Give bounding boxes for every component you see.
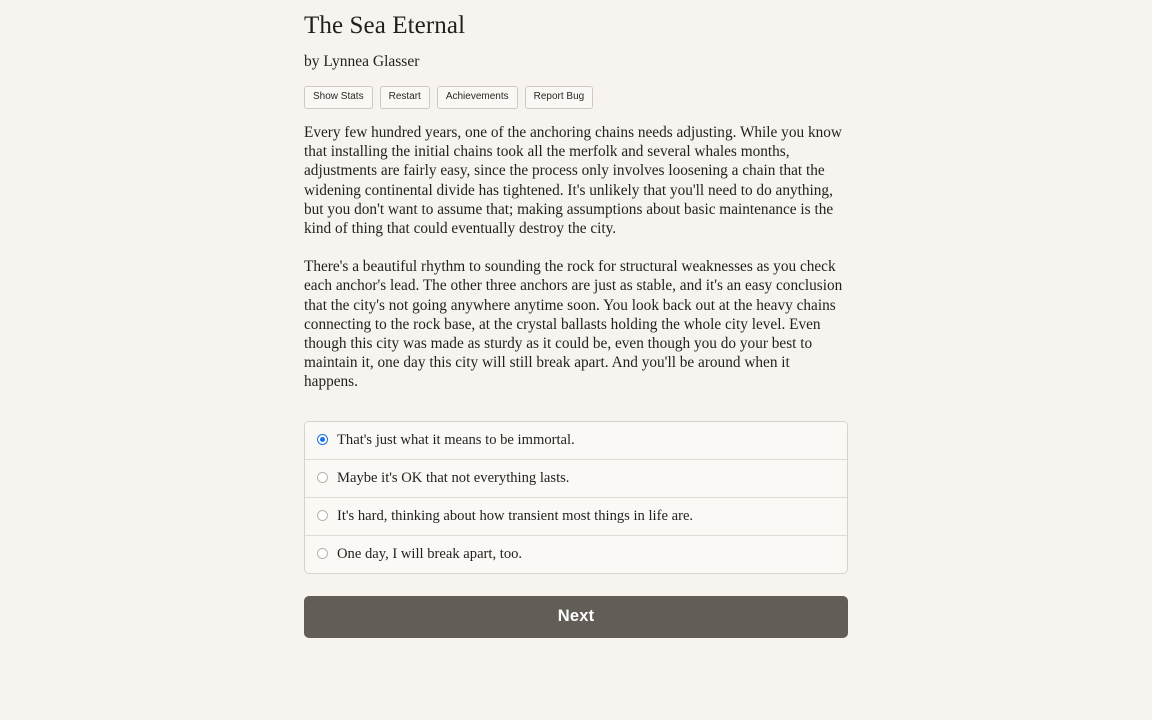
story-text [304,109,848,392]
next-button[interactable]: Next [304,596,848,638]
report-bug-button[interactable]: Report Bug [525,86,594,109]
choice-option-2[interactable] [305,460,847,498]
choice-option-3[interactable] [305,498,847,536]
author-byline: by Lynnea Glasser [304,53,420,70]
radio-icon[interactable] [317,548,328,559]
choice-label: One day, I will break apart, too. [337,545,523,562]
choice-label: It's hard, thinking about how transient most things in life are. [337,507,694,524]
show-stats-button[interactable]: Show Stats [304,86,373,109]
story-paragraph: Every few hundred years, one of the anchoring chains needs adjusting. While you know that installing the initial chains took all the merfolk and several whales months, adjustments are fairly easy, since the process only involves loosening a chain that the widening continental divide has tightened. It's unlikely that you'll need to do anything, but you don't want to assume that; making assumptions about basic maintenance is the kind of thing that could eventually destroy the city. [304,124,842,238]
choice-option-4[interactable] [305,536,847,573]
content-column [304,0,848,638]
choice-option-1[interactable] [305,422,847,460]
radio-icon[interactable] [317,472,328,483]
page-title: The Sea Eternal [304,12,466,39]
choice-label: Maybe it's OK that not everything lasts. [337,469,570,486]
toolbar [304,71,848,109]
choice-label: That's just what it means to be immortal. [337,431,575,448]
radio-icon[interactable] [317,434,328,445]
story-paragraph: There's a beautiful rhythm to sounding the rock for structural weaknesses as you check each anchor's lead. The other three anchors are just as stable, and it's an easy conclusion that the city's not going anywhere anytime soon. You look back out at the heavy chains connecting to the rock base, at the crystal ballasts holding the whole city level. Even though this city was made as sturdy as it could be, even though you do your best to maintain it, one day this city will still break apart. And you'll be around when it happens. [304,258,843,391]
restart-button[interactable]: Restart [380,86,430,109]
achievements-button[interactable]: Achievements [437,86,518,109]
radio-icon[interactable] [317,510,328,521]
choice-list [304,421,848,574]
